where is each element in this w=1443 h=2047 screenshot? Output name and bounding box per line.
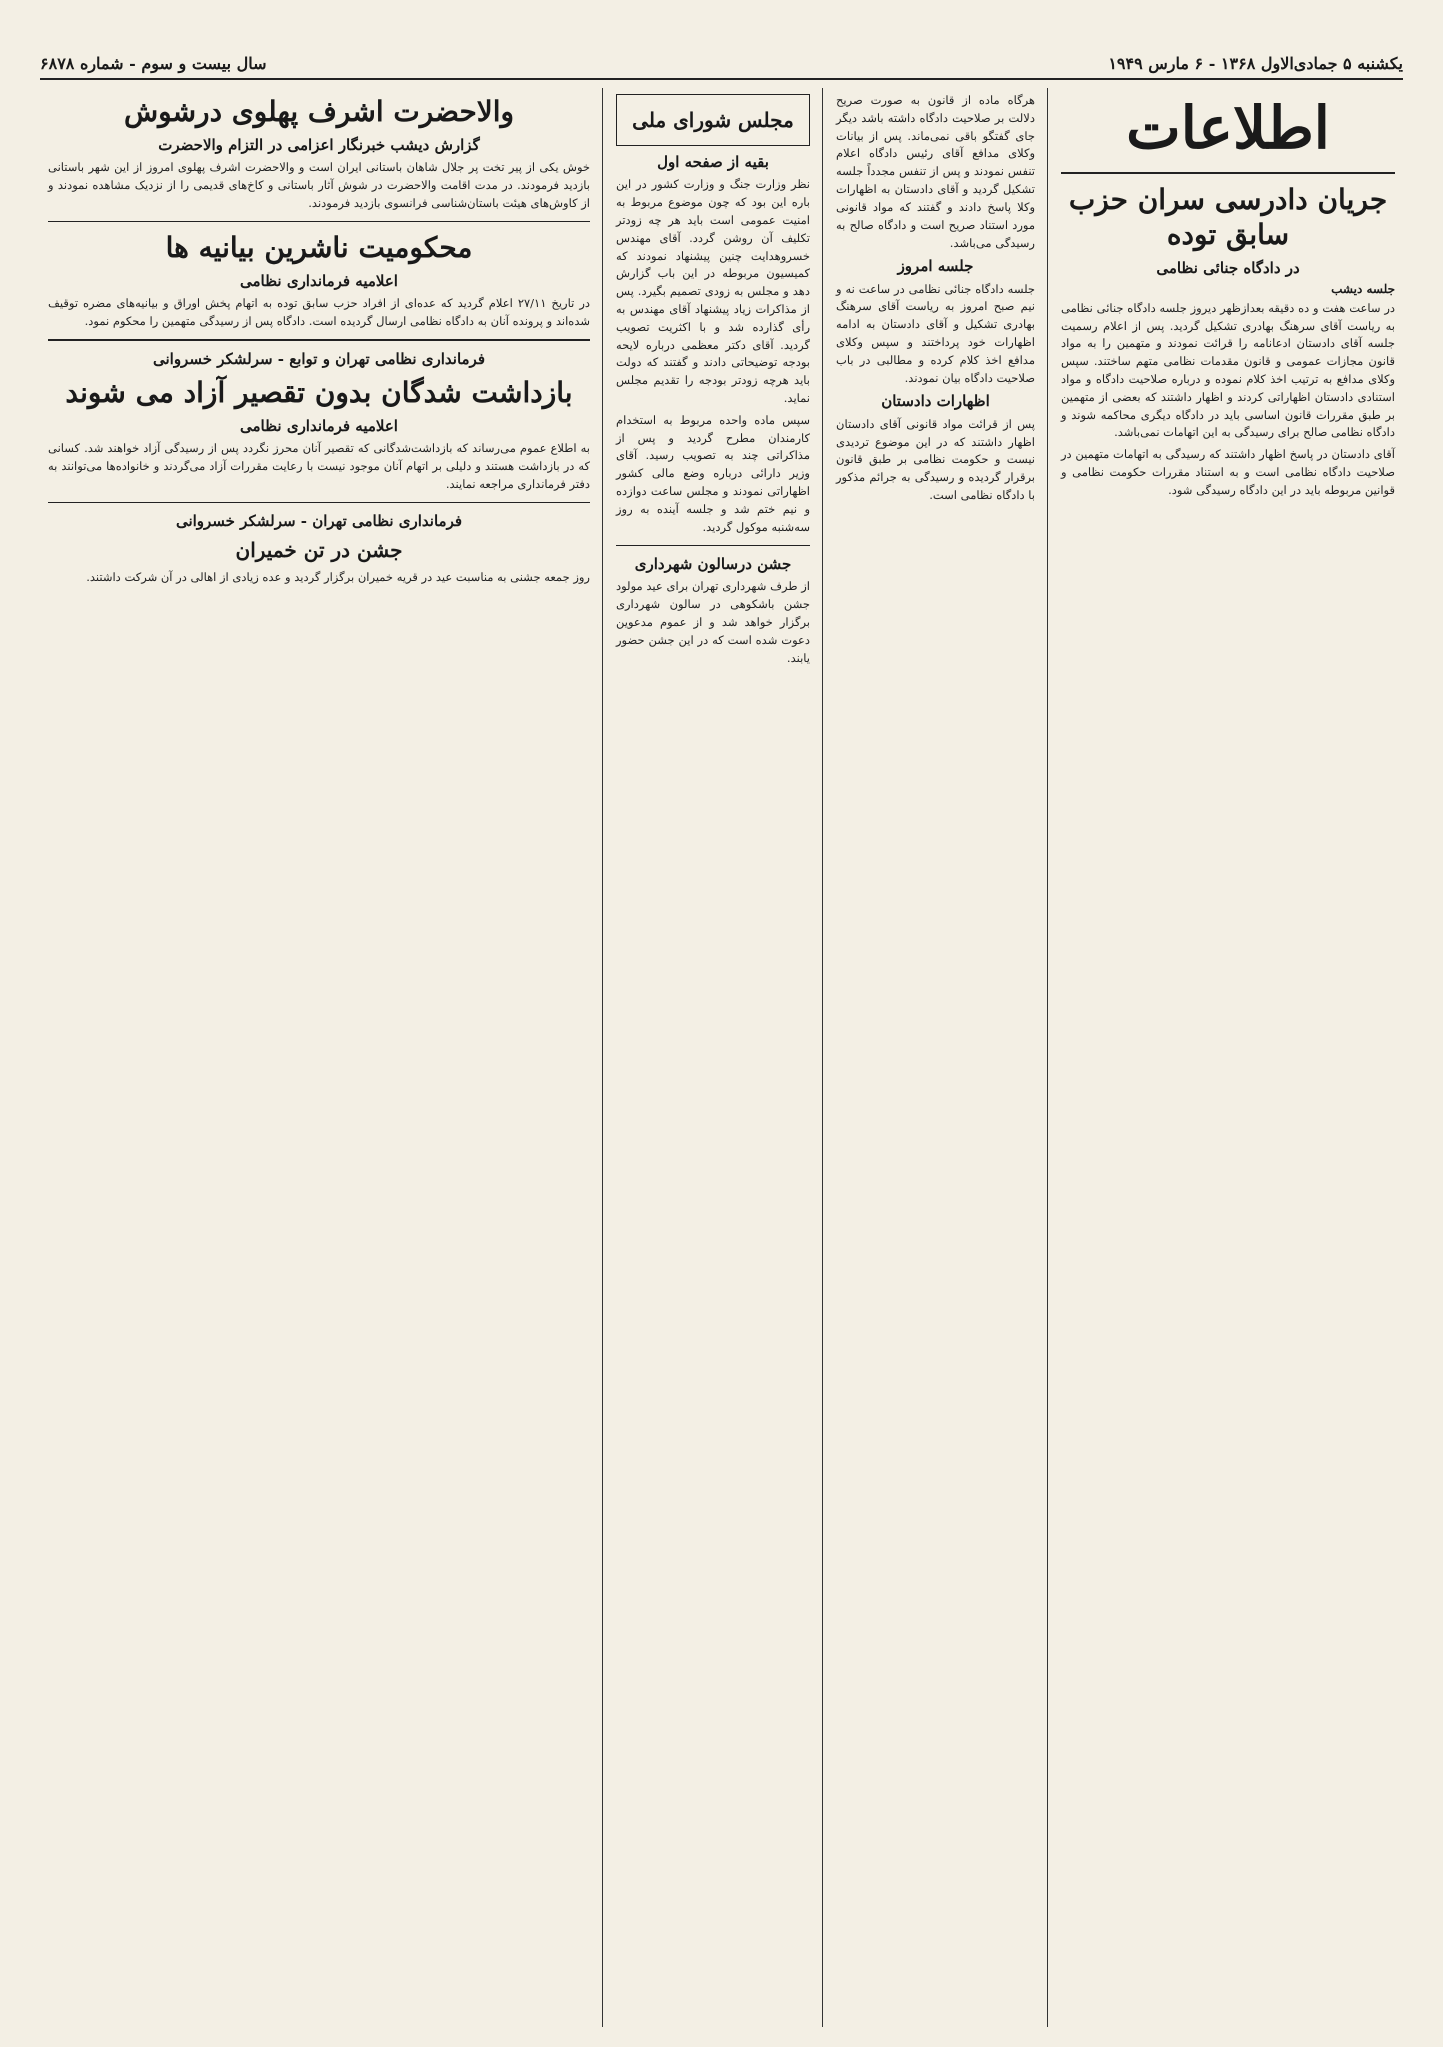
headline-detainees: بازداشت شدگان بدون تقصیر آزاد می شوند xyxy=(65,375,573,409)
article-body: در ساعت هفت و ده دقیقه بعدازظهر دیروز جلسه دادگاه جنائی نظامی به ریاست آقای سرهنگ بهادری تشکیل گردید. پس از اعلام رسمیت جلسه آقای دادستان ادعانامه را قرائت نمودند و متهمین را به مواد قانون مجازات عمومی و قانون مقدمات نظامی متهم ساختند. سپس وکلای مدافع به ترتیب اخذ کلام نموده و درباره صلاحیت دادگاه و مواد استنادی دادستان اظهاراتی کردند و اظهار داشتند که بعضی از متهمین بر طبق مقررات قانون اساسی باید در دادگاه دیگری محاکمه شوند و دادگاه نظامی صالح برای رسیدگی به این اتهامات نمی‌باشد. xyxy=(1061,300,1395,440)
article-body-3: به اطلاع عموم می‌رساند که بازداشت‌شدگانی که تقصیر آنان محرز نگردد پس از رسیدگی آزاد خواهند شد. کسانی که در بازداشت هستند و دلیلی بر اتهام آنان موجود نیست با رعایت مقررات آزاد می‌گردند و خانواده‌ها می‌توانند به دفتر فرمانداری مراجعه نمایند. xyxy=(48,441,590,491)
headline-khomeiran: جشن در تن خمیران xyxy=(235,538,403,563)
headline-military-gov-2: فرمانداری نظامی تهران - سرلشکر خسروانی xyxy=(175,512,463,530)
section-divider xyxy=(48,502,590,504)
column-4 xyxy=(40,88,598,2027)
article-body-2: جلسه دادگاه جنائی نظامی در ساعت نه و نیم صبح امروز به ریاست آقای سرهنگ بهادری تشکیل و آقای دادستان به ادامه اظهارات خود پرداختند و سپس وکلای مدافع اخذ کلام کرده و مطالبی در باب صلاحیت دادگاه بیان نمودند. xyxy=(836,281,1035,385)
column-rule xyxy=(602,88,603,2027)
section-divider xyxy=(48,221,590,223)
article-body: خوش یکی از پیر تخت پر جلال شاهان باستانی ایران است و والاحضرت اشرف پهلوی امروز از این شهر باستانی بازدید فرمودند. در مدت اقامت والاحضرت در شوش آثار باستانی و کاخ‌های قدیمی را از نزدیک مشاهده نمودند و از کاوش‌های هیئت باستان‌شناسی فرانسوی بازدید فرمودند. xyxy=(48,160,590,210)
column-1 xyxy=(1053,88,1403,2027)
main-headline: جریان دادرسی سران حزب سابق توده xyxy=(1068,182,1388,251)
continued-note: بقیه از صفحه اول xyxy=(657,153,769,171)
header-date: یکشنبه ۵ جمادی‌الاول ۱۳۶۸ - ۶ مارس ۱۹۴۹ xyxy=(1108,53,1403,73)
article-body-4: روز جمعه جشنی به مناسبت عید در قریه خمیران برگزار گردید و عده زیادی از اهالی در آن شرکت داشتند. xyxy=(86,570,590,585)
section-divider xyxy=(48,339,590,341)
header-issue: سال بیست و سوم - شماره ۶۸۷۸ xyxy=(40,53,267,73)
headline-ashraf: والاحضرت اشرف پهلوی درشوش xyxy=(123,95,515,128)
section-title: جلسه دیشب xyxy=(1331,281,1395,296)
article-body-2: سپس ماده واحده مربوط به استخدام کارمندان مطرح گردید و پس از مذاکراتی چند به تصویب رسید. آقای وزیر دارائی درباره وضع مالی کشور اظهاراتی نمودند و مجلس ساعت دوازده و نیم ختم شد و جلسه آینده به روز سه‌شنبه موکول گردید. xyxy=(616,412,810,534)
headline-publishers: محکومیت ناشرین بیانیه ها xyxy=(165,231,473,265)
header-rule xyxy=(40,78,1403,80)
headline-military-gov: فرمانداری نظامی تهران و توابع - سرلشکر خسروانی xyxy=(152,349,486,368)
section-title-2: اظهارات دادستان xyxy=(881,392,990,411)
section-title-2: اعلامیه فرمانداری نظامی xyxy=(240,416,398,435)
article-body-2: در تاریخ ۲۷/۱۱ اعلام گردید که عده‌ای از افراد حزب سابق توده به اتهام پخش اوراق و بیانیه‌های مضره توقیف شده‌اند و پرونده آنان به دادگاه نظامی ارسال گردیده است. دادگاه پس از رسیدگی متهمین را محکوم نمود. xyxy=(48,296,591,329)
box-headline: جشن درسالون شهرداری xyxy=(634,555,792,573)
article-body: هرگاه ماده از قانون به صورت صریح دلالت بر صلاحیت دادگاه داشته باشد دیگر جای گفتگو باقی نمی‌ماند. پس از بیانات وکلای مدافع آقای رئیس دادگاه اعلام تنفس نمودند و پس از تنفس مجدداً جلسه تشکیل گردید و آقای دادستان به اظهارات وکلا پاسخ دادند و گفتند که مواد قانونی مورد استناد صریح است و دادگاه صالح به رسیدگی می‌باشد. xyxy=(836,93,1035,250)
masthead: اطلاعات xyxy=(1126,94,1330,162)
section-title: اعلامیه فرمانداری نظامی xyxy=(240,272,398,291)
subhead-ashraf: گزارش دیشب خبرنگار اعزامی در التزام والاحضرت xyxy=(158,136,480,154)
column-rule xyxy=(1047,88,1048,2027)
page-header xyxy=(40,52,1403,74)
column-3 xyxy=(608,88,818,2027)
article-body-3: پس از قرائت مواد قانونی آقای دادستان اظهار داشتند که در این موضوع تردیدی نیست و حکومت نظامی بر طبق قانون برقرار گردیده و رسیدگی به جرائم مذکور با دادگاه نظامی است. xyxy=(836,416,1035,502)
majlis-headline: مجلس شورای ملی xyxy=(632,108,794,132)
section-divider xyxy=(616,545,810,547)
masthead-divider xyxy=(1061,172,1395,174)
box-body: از طرف شهرداری تهران برای عید مولود جشن باشکوهی در سالون شهرداری برگزار خواهد شد و از عموم مدعوین دعوت شده است که در این جشن حضور یابند. xyxy=(616,579,810,665)
column-rule xyxy=(822,88,823,2027)
article-body-2: آقای دادستان در پاسخ اظهار داشتند که رسیدگی به اتهامات متهمین در صلاحیت دادگاه نظامی است و به استناد مقررات حکومت نظامی و قوانین مربوطه باید در این دادگاه رسیدگی شود. xyxy=(1061,447,1395,497)
section-title: جلسه امروز xyxy=(897,257,974,276)
article-body: نظر وزارت جنگ و وزارت کشور در این باره این بود که چون موضوع مربوط به امنیت عمومی است باید هر چه زودتر تکلیف آن روشن گردد. آقای مهندس خسروهدایت چنین پیشنهاد نمودند که کمیسیون مربوطه در این باب گزارش دهد و مجلس به زودی تصمیم بگیرد. پس از مذاکرات زیاد پیشنهاد آقای مهندس به رأی گذارده شد و با اکثریت تصویب گردید. آقای دکتر معظمی درباره لایحه بودجه توضیحاتی دادند و گفتند که دولت باید هرچه زودتر بودجه را تقدیم مجلس نماید. xyxy=(616,177,810,405)
main-subhead: در دادگاه جنائی نظامی xyxy=(1156,258,1300,277)
headline-box xyxy=(616,94,810,146)
column-2 xyxy=(828,88,1043,2027)
